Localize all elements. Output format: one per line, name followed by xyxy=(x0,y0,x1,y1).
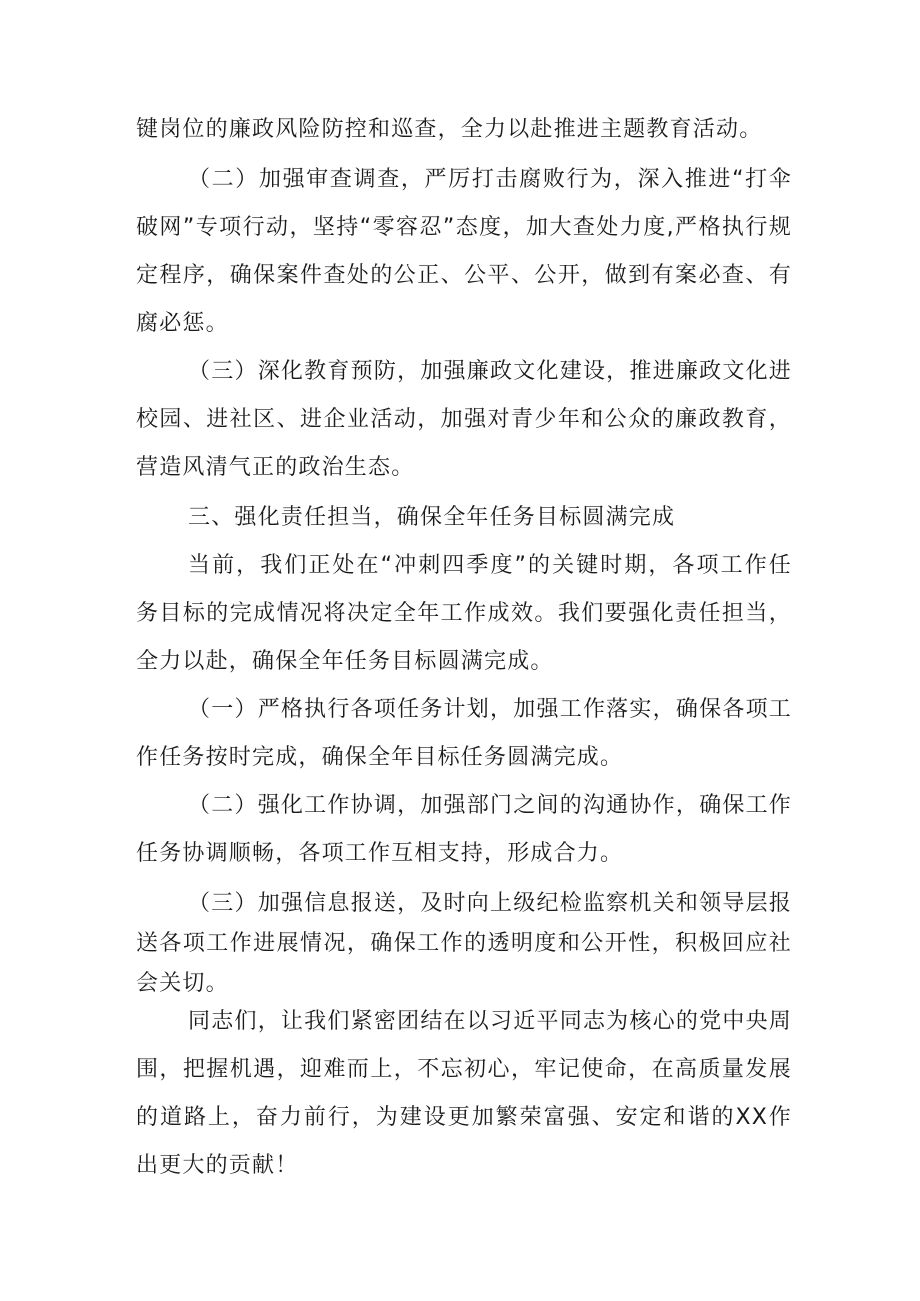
paragraph-continuation: 键岗位的廉政风险防控和巡查，全力以赴推进主题教育活动。 xyxy=(136,117,763,142)
section-heading-three: 三、强化责任担当，确保全年任务目标圆满完成 xyxy=(188,505,676,530)
paragraph-education-prevention: （三）深化教育预防，加强廉政文化建设，推进廉政文化进校园、进社区、进企业活动，加强对青少年和公众的廉政教育，营造风清气正的政治生态。 xyxy=(136,359,792,480)
paragraph-task-plans: （一）严格执行各项任务计划，加强工作落实，确保各项工作任务按时完成，确保全年目标任务圆满完成。 xyxy=(136,697,792,770)
paragraph-current-period: 当前，我们正处在“冲刺四季度”的关键时期，各项工作任务目标的完成情况将决定全年工作成效。我们要强化责任担当，全力以赴，确保全年任务目标圆满完成。 xyxy=(136,553,792,674)
paragraph-work-coordination: （二）强化工作协调，加强部门之间的沟通协作，确保工作任务协调顺畅，各项工作互相支持，形成合力。 xyxy=(136,793,792,866)
paragraph-review-investigation: （二）加强审查调查，严厉打击腐败行为，深入推进“打伞破网”专项行动，坚持“零容忍”态度，加大查处力度,严格执行规定程序，确保案件查处的公正、公平、公开，做到有案必查、有腐必惩。 xyxy=(136,167,792,336)
paragraph-information-reporting: （三）加强信息报送，及时向上级纪检监察机关和领导层报送各项工作进展情况，确保工作的透明度和公开性，积极回应社会关切。 xyxy=(136,891,792,996)
paragraph-closing: 同志们，让我们紧密团结在以习近平同志为核心的党中央周围，把握机遇，迎难而上，不忘初心，牢记使命，在高质量发展的道路上，奋力前行，为建设更加繁荣富强、安定和谐的XX作出更大的贡献！ xyxy=(136,1009,792,1178)
